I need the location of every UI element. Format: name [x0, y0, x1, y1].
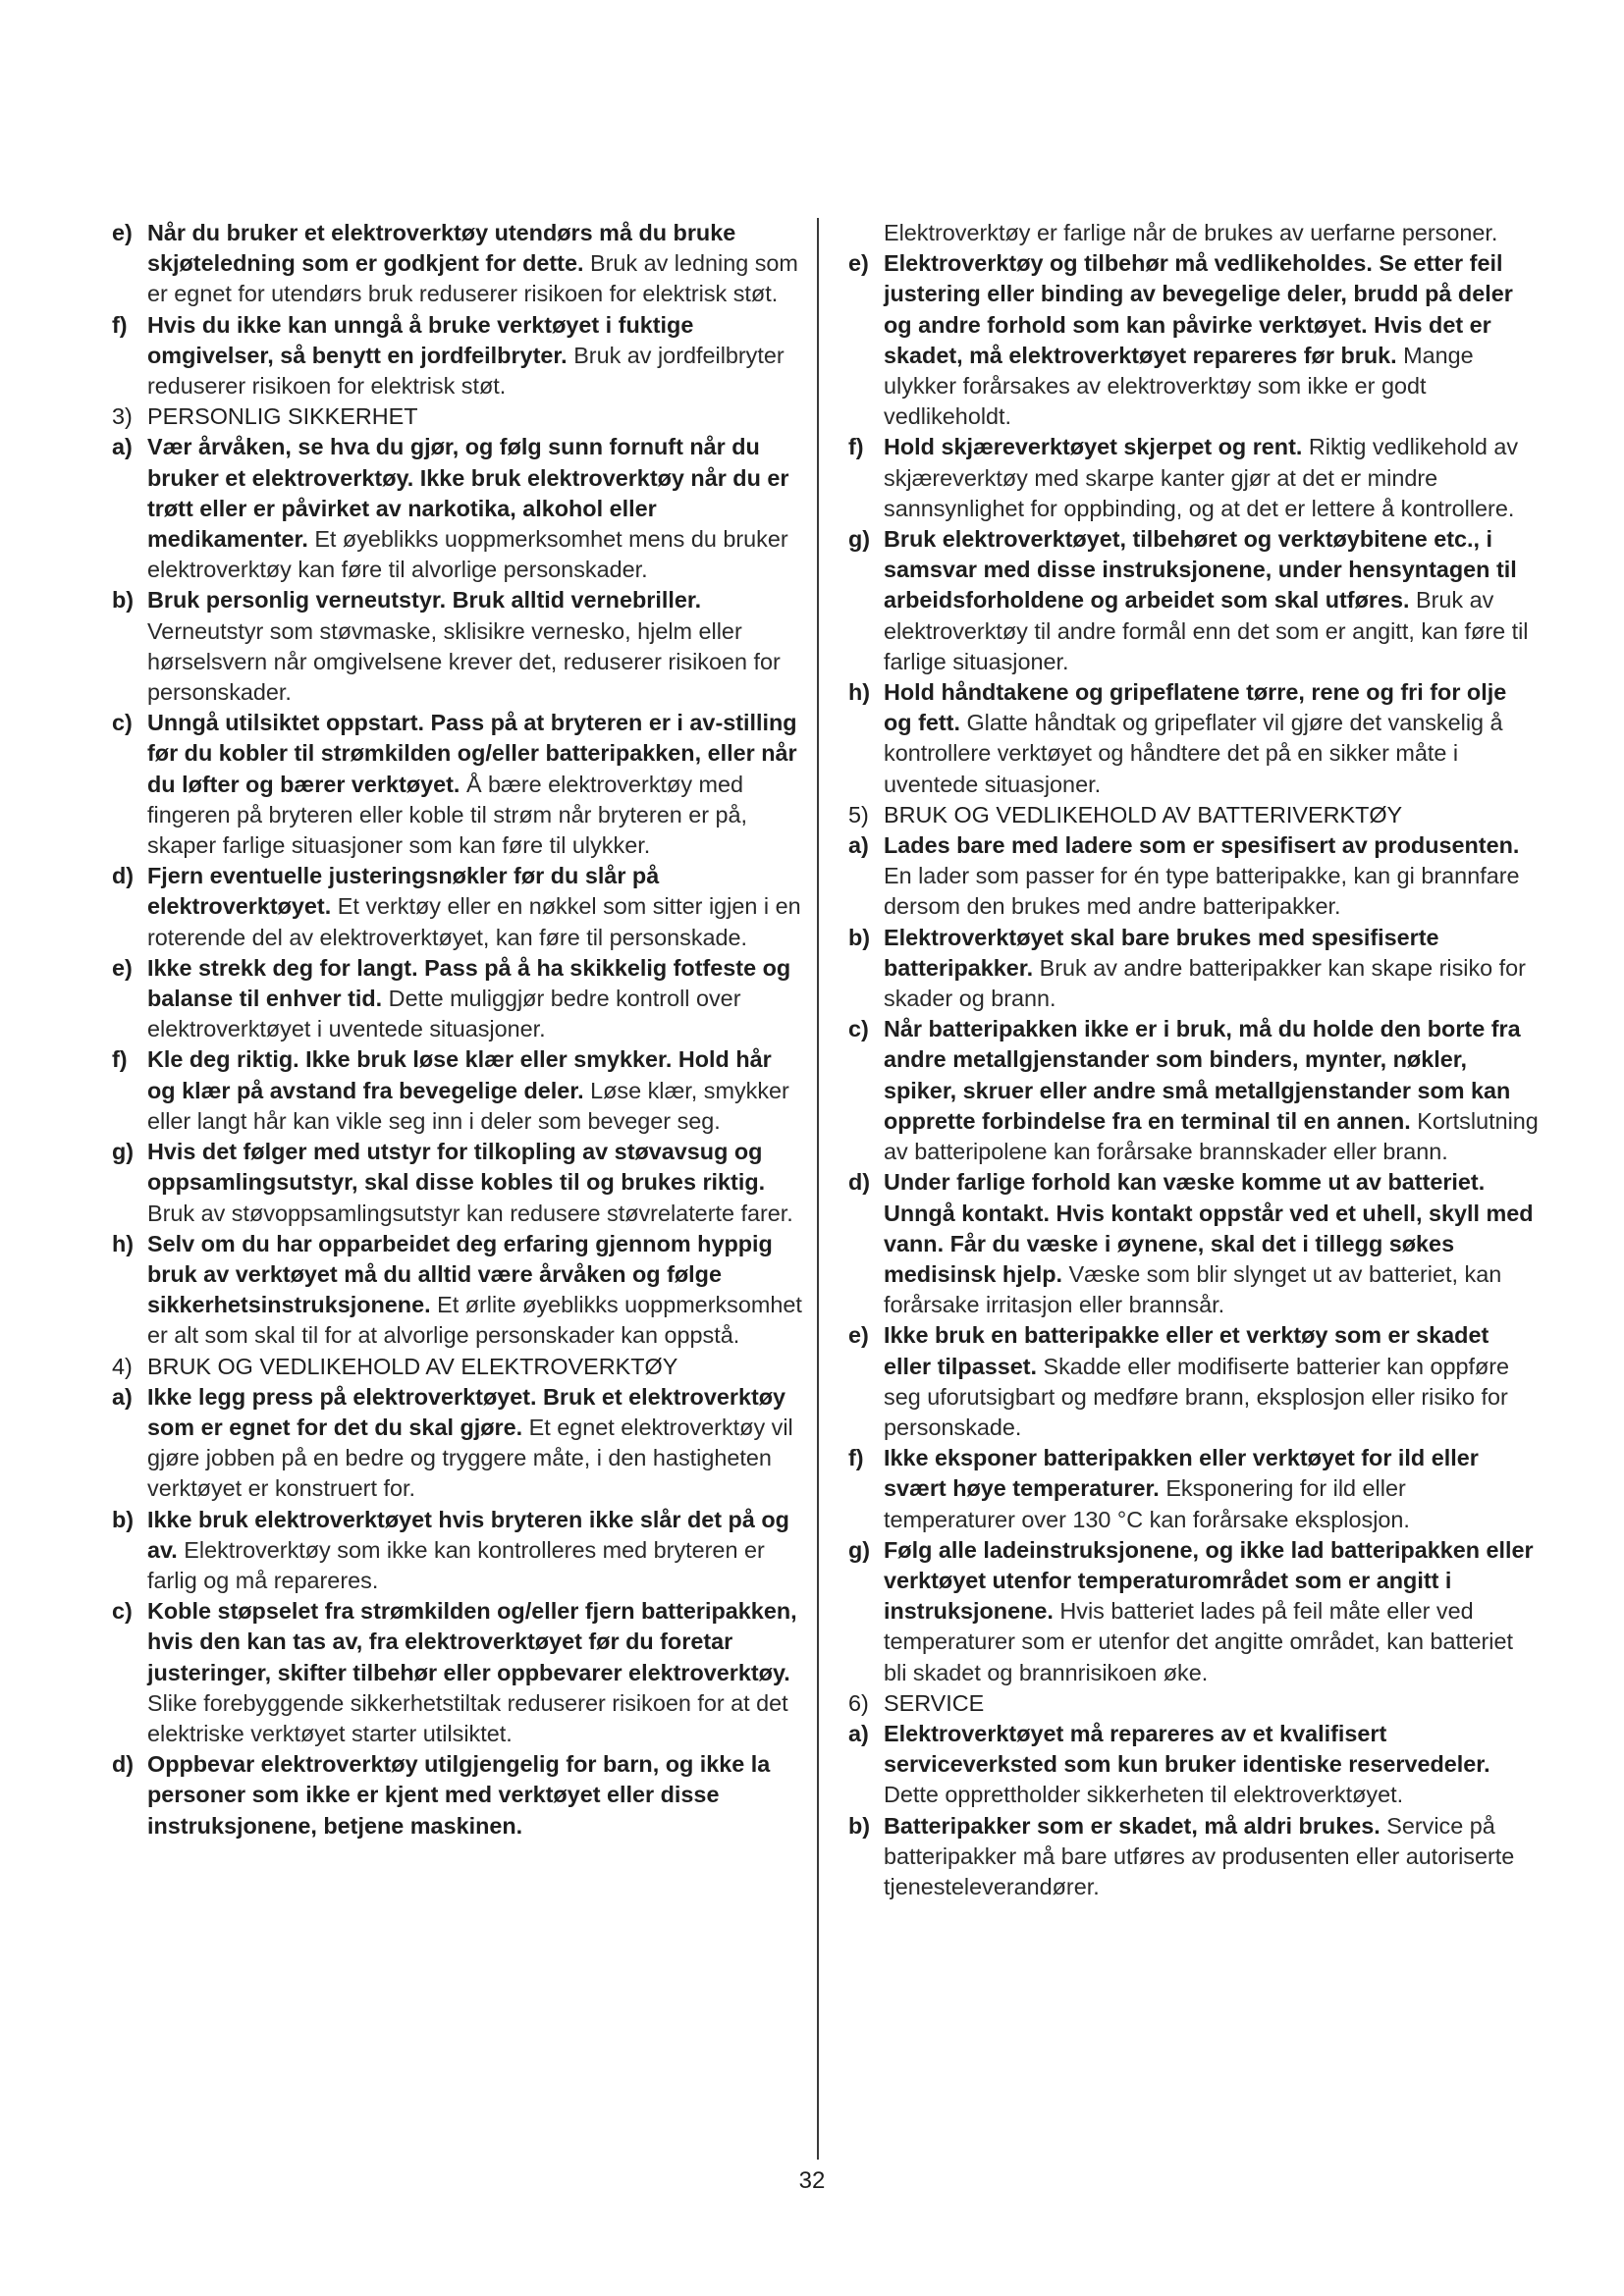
item-bold-text: Bruk personlig verneutstyr. Bruk alltid vernebriller.: [147, 587, 702, 614]
item-bold-text: Ikke bruk en batteripakke eller et verktøy som er skadet eller tilpasset.: [884, 1322, 1489, 1379]
instruction-item: [110, 585, 802, 708]
item-marker: h): [848, 679, 871, 706]
item-text: Skadde eller modifiserte batterier kan oppføre seg uforutsigbart og medføre brann, eksplosjon eller risiko for personskade.: [884, 1353, 1510, 1440]
instruction-item: [110, 1505, 802, 1597]
item-body: [884, 677, 1540, 800]
item-bold-text: Ikke legg press på elektroverktøyet. Bruk et elektroverktøy som er egnet for det du skal gjøre.: [147, 1383, 786, 1440]
item-body: [884, 524, 1540, 677]
item-marker: c): [848, 1016, 869, 1042]
item-text: Riktig vedlikehold av skjæreverktøy med skarpe kanter gjør at det er mindre sannsynlighet for oppbinding, og at det er lettere å kontrollere.: [884, 434, 1519, 521]
instruction-item: [110, 953, 802, 1045]
item-marker: e): [112, 220, 133, 245]
item-body: [884, 923, 1540, 1015]
item-text: Verneutstyr som støvmaske, sklisikre vernesko, hjelm eller hørselsvern når omgivelsene krever det, reduserer risikoen for personskader.: [147, 617, 781, 706]
right-column: [846, 218, 1540, 1902]
instruction-item: [110, 1229, 802, 1352]
item-body: [147, 1352, 802, 1382]
instruction-item: [846, 923, 1540, 1015]
item-body: [884, 1320, 1540, 1443]
item-marker: a): [848, 832, 869, 859]
item-bold-text: Når batteripakken ikke er i bruk, må du holde den borte fra andre metallgjenstander som binders, mynter, nøkler, spiker, skruer eller andre små metallgjenstander som kan opprette forbindelse fra en terminal til en annen.: [884, 1016, 1521, 1134]
item-text: En lader som passer for én type batteripakke, kan gi brannfare dersom den brukes med andre batteripakker.: [884, 863, 1520, 920]
item-text: Løse klær, smykker eller langt hår kan vikle seg inn i deler som beveger seg.: [147, 1077, 789, 1134]
section-heading: [846, 800, 1540, 830]
item-body: [147, 861, 802, 953]
item-text: Hvis batteriet lades på feil måte eller ved temperaturer som er utenfor det angitte området, kan batteriet bli skadet og brannrisikoen øke.: [884, 1598, 1513, 1685]
item-bold-text: Ikke bruk elektroverktøyet hvis bryteren ikke slår det på og av.: [147, 1506, 789, 1563]
item-body: [147, 432, 802, 585]
item-body: [884, 1811, 1540, 1903]
instruction-item: [110, 1137, 802, 1229]
instruction-item: [110, 1382, 802, 1505]
item-marker: e): [848, 1322, 869, 1349]
item-marker: a): [848, 1720, 869, 1746]
item-text: Bruk av ledning som er egnet for utendørs bruk reduserer risikoen for elektrisk støt.: [147, 250, 798, 307]
item-bold-text: Under farlige forhold kan væske komme ut av batteriet. Unngå kontakt. Hvis kontakt oppstår ved et uhell, skyll med vann. Får du væske i øynene, skal det i tillegg søkes medisinsk hjelp.: [884, 1169, 1534, 1287]
instruction-item: [846, 1443, 1540, 1535]
item-marker: b): [112, 1506, 135, 1532]
item-marker: b): [112, 587, 135, 614]
item-text: Eksponering for ild eller temperaturer over 130 °C kan forårsake eksplosjon.: [884, 1475, 1410, 1532]
item-text: Kortslutning av batteripolene kan forårsake brannskader eller brann.: [884, 1107, 1539, 1165]
instruction-item: [846, 1320, 1540, 1443]
item-bold-text: Hvis du ikke kan unngå å bruke verktøyet i fuktige omgivelser, så benytt en jordfeilbryter.: [147, 311, 694, 368]
item-marker: 3): [112, 403, 133, 430]
item-bold-text: Lades bare med ladere som er spesifisert av produsenten.: [884, 832, 1520, 859]
section-title: BRUK OG VEDLIKEHOLD AV ELEKTROVERKTØY: [147, 1353, 678, 1379]
item-marker: d): [848, 1169, 871, 1196]
item-text: Dette opprettholder sikkerheten til elektroverktøyet.: [884, 1782, 1404, 1808]
item-body: [147, 585, 802, 708]
section-heading: [846, 1688, 1540, 1719]
item-marker: b): [848, 1812, 871, 1839]
item-marker: g): [112, 1139, 135, 1165]
item-text: Service på batteripakker må bare utføres av produsenten eller autoriserte tjenesteleverandører.: [884, 1812, 1515, 1899]
item-bold-text: Selv om du har opparbeidet deg erfaring gjennom hyppig bruk av verktøyet må du alltid være årvåken og følge sikkerhetsinstruksjonene.: [147, 1230, 773, 1318]
item-bold-text: Vær årvåken, se hva du gjør, og følg sunn fornuft når du bruker et elektroverktøy. Ikke bruk elektroverktøy når du er trøtt eller er påvirket av narkotika, alkohol eller medikamenter.: [147, 434, 789, 553]
item-bold-text: Elektroverktøy og tilbehør må vedlikeholdes. Se etter feil justering eller binding av bevegelige deler, brudd på deler og andre forhold som kan påvirke verktøyet. Hvis det er skadet, må elektroverktøyet repareres før bruk.: [884, 250, 1513, 368]
item-body: [147, 1044, 802, 1137]
item-marker: g): [848, 1536, 871, 1563]
item-marker: f): [848, 1445, 864, 1471]
item-body: [147, 310, 802, 402]
item-body: [147, 218, 802, 310]
item-body: [884, 1688, 1540, 1719]
item-body: [147, 1505, 802, 1597]
item-body: [147, 708, 802, 861]
instruction-item: [846, 1014, 1540, 1167]
item-body: [147, 1229, 802, 1352]
item-marker: e): [848, 250, 869, 277]
instruction-item: [110, 218, 802, 310]
item-bold-text: Fjern eventuelle justeringsnøkler før du slår på elektroverktøyet.: [147, 863, 660, 920]
item-bold-text: Batteripakker som er skadet, må aldri brukes.: [884, 1812, 1380, 1839]
item-body: [884, 800, 1540, 830]
instruction-item: [846, 677, 1540, 800]
item-marker: g): [848, 526, 871, 553]
instruction-item: [846, 524, 1540, 677]
item-marker: e): [112, 954, 133, 981]
section-heading: [110, 1352, 802, 1382]
left-column: [110, 218, 802, 1842]
item-bold-text: Ikke strekk deg for langt. Pass på å ha skikkelig fotfeste og balanse til enhver tid.: [147, 954, 791, 1012]
item-body: [147, 953, 802, 1045]
item-text: Mange ulykker forårsakes av elektroverktøy som ikke er godt vedlikeholdt.: [884, 342, 1474, 430]
instruction-item: [846, 248, 1540, 432]
item-text: Bruk av elektroverktøy til andre formål enn det som er angitt, kan føre til farlige situasjoner.: [884, 587, 1529, 674]
item-text: Elektroverktøy som ikke kan kontrolleres med bryteren er farlig og må repareres.: [147, 1536, 765, 1593]
item-bold-text: Koble støpselet fra strømkilden og/eller fjern batteripakken, hvis den kan tas av, fra elektroverktøyet før du foretar justeringer, skifter tilbehør eller oppbevarer elektroverktøy.: [147, 1598, 797, 1685]
instruction-item: [110, 432, 802, 585]
item-text: Bruk av støvoppsamlingsutstyr kan redusere støvrelaterte farer.: [147, 1200, 793, 1226]
item-marker: c): [112, 1598, 133, 1625]
item-body: [147, 1596, 802, 1749]
item-body: [147, 401, 802, 432]
item-body: [884, 1535, 1540, 1688]
instruction-item: [846, 1811, 1540, 1903]
item-body: [884, 1014, 1540, 1167]
instruction-item: [110, 861, 802, 953]
item-bold-text: Ikke eksponer batteripakken eller verktøyet for ild eller svært høye temperaturer.: [884, 1445, 1479, 1502]
instruction-item: [110, 1596, 802, 1749]
item-text: Bruk av andre batteripakker kan skape risiko for skader og brann.: [884, 954, 1526, 1012]
item-marker: f): [112, 311, 128, 338]
item-marker: f): [112, 1046, 128, 1073]
item-text: Et ørlite øyeblikks uoppmerksomhet er alt som skal til for at alvorlige personskader kan oppstå.: [147, 1292, 802, 1349]
item-marker: d): [112, 863, 135, 889]
item-marker: 5): [848, 801, 869, 828]
instruction-item: [846, 1167, 1540, 1320]
instruction-item: [846, 1719, 1540, 1811]
item-marker: c): [112, 710, 133, 736]
item-body: [147, 1382, 802, 1505]
item-marker: d): [112, 1751, 135, 1778]
item-bold-text: Elektroverktøyet må repareres av et kvalifisert serviceverksted som kun bruker identiske reservedeler.: [884, 1720, 1490, 1778]
item-text: Å bære elektroverktøy med fingeren på bryteren eller koble til strøm når bryteren er på, skaper farlige situasjoner som kan føre til ulykker.: [147, 771, 748, 859]
section-heading: [110, 401, 802, 432]
item-marker: a): [112, 1383, 133, 1410]
item-bold-text: Bruk elektroverktøyet, tilbehøret og verktøybitene etc., i samsvar med disse instruksjonene, under hensyntagen til arbeidsforholdene og arbeidet som skal utføres.: [884, 526, 1517, 614]
item-body: [884, 432, 1540, 524]
item-text: Dette muliggjør bedre kontroll over elektroverktøyet i uventede situasjoner.: [147, 986, 741, 1042]
section-title: BRUK OG VEDLIKEHOLD AV BATTERIVERKTØY: [884, 801, 1403, 828]
item-body: [884, 248, 1540, 432]
item-marker: f): [848, 434, 864, 460]
section-title: SERVICE: [884, 1689, 985, 1716]
item-text: Glatte håndtak og gripeflater vil gjøre det vanskelig å kontrollere verktøyet og håndtere det på en sikker måte i uventede situasjoner.: [884, 710, 1503, 797]
item-bold-text: Elektroverktøyet skal bare brukes med spesifiserte batteripakker.: [884, 924, 1439, 981]
instruction-item: [110, 1749, 802, 1842]
item-bold-text: Unngå utilsiktet oppstart. Pass på at bryteren er i av-stilling før du kobler til strømkilden og/eller batteripakken, eller når du løfter og bærer verktøyet.: [147, 710, 797, 797]
item-marker: b): [848, 924, 871, 950]
instruction-item: [110, 708, 802, 861]
page-number: 32: [798, 2167, 826, 2194]
item-bold-text: Oppbevar elektroverktøy utilgjengelig for barn, og ikke la personer som ikke er kjent med verktøyet eller disse instruksjonene, betjene maskinen.: [147, 1751, 771, 1839]
item-text: Et øyeblikks uoppmerksomhet mens du bruker elektroverktøy kan føre til alvorlige personskader.: [147, 526, 788, 583]
instruction-item: [846, 830, 1540, 923]
item-text: Slike forebyggende sikkerhetstiltak reduserer risikoen for at det elektriske verktøyet starter utilsiktet.: [147, 1689, 788, 1746]
item-text: Et egnet elektroverktøy vil gjøre jobben på en bedre og tryggere måte, i den hastigheten verktøyet er konstruert for.: [147, 1414, 793, 1502]
item-bold-text: Hold håndtakene og gripeflatene tørre, rene og fri for olje og fett.: [884, 679, 1507, 736]
item-marker: 4): [112, 1353, 133, 1379]
item-body: [147, 1137, 802, 1229]
instruction-item: [110, 1044, 802, 1137]
continuation-text: Elektroverktøy er farlige når de brukes av uerfarne personer.: [884, 220, 1498, 245]
column-divider: [817, 218, 819, 2160]
instruction-item: [846, 1535, 1540, 1688]
item-text: Et verktøy eller en nøkkel som sitter igjen i en roterende del av elektroverktøyet, kan føre til personskade.: [147, 893, 801, 950]
section-title: PERSONLIG SIKKERHET: [147, 403, 418, 430]
item-body: [884, 1443, 1540, 1535]
item-marker: h): [112, 1230, 135, 1256]
item-marker: 6): [848, 1689, 869, 1716]
item-bold-text: Hvis det følger med utstyr for tilkopling av støvavsug og oppsamlingsutstyr, skal disse kobles til og brukes riktig.: [147, 1139, 766, 1196]
item-body: [147, 1749, 802, 1842]
item-bold-text: Følg alle ladeinstruksjonene, og ikke lad batteripakken eller verktøyet utenfor temperaturområdet som er angitt i instruksjonene.: [884, 1536, 1534, 1625]
instruction-item: [110, 310, 802, 402]
item-body: [884, 1719, 1540, 1811]
item-text: Væske som blir slynget ut av batteriet, kan forårsake irritasjon eller brannsår.: [884, 1260, 1502, 1318]
item-text: Bruk av jordfeilbryter reduserer risikoen for elektrisk støt.: [147, 342, 785, 400]
instruction-item: [846, 432, 1540, 524]
item-body: [884, 1167, 1540, 1320]
item-bold-text: Kle deg riktig. Ikke bruk løse klær eller smykker. Hold hår og klær på avstand fra bevegelige deler.: [147, 1046, 772, 1103]
item-marker: a): [112, 434, 133, 460]
item-bold-text: Hold skjæreverktøyet skjerpet og rent.: [884, 434, 1303, 460]
item-body: [884, 830, 1540, 923]
item-bold-text: Når du bruker et elektroverktøy utendørs må du bruke skjøteledning som er godkjent for dette.: [147, 220, 736, 277]
